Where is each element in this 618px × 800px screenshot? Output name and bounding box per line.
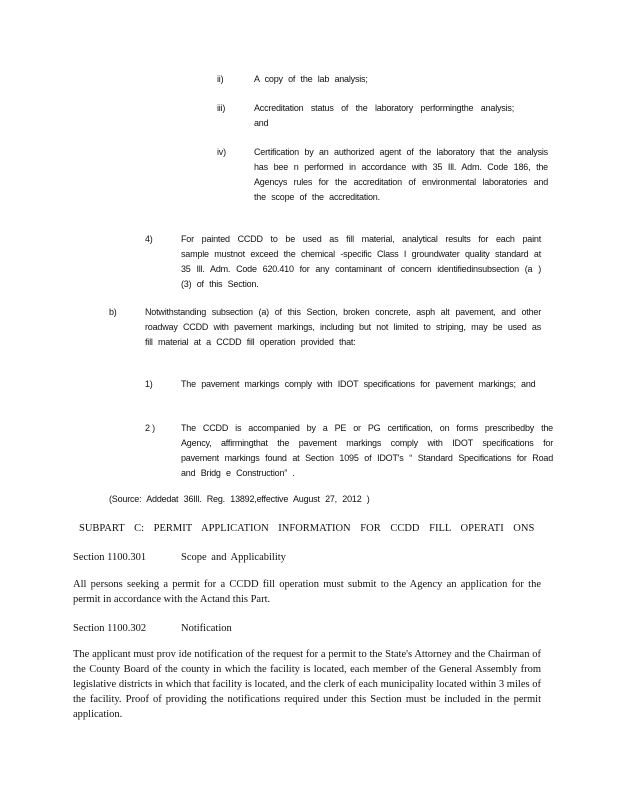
list-label: b) xyxy=(109,307,117,317)
list-item-text: Accreditation status of the laboratory performingthe analysis; and xyxy=(254,103,514,128)
list-label: iii) xyxy=(217,103,226,113)
list-label: iv) xyxy=(217,147,226,157)
list-item-text: For painted CCDD to be used as fill material, analytical results for each paint sample mustnot exceed the chemical -specific Class I groundwater quality standard at 35 Ill. Adm. Code 620.410 for any contaminant of concern identifiedinsubsection (a )(3) of this Section. xyxy=(181,234,541,289)
list-label: 1) xyxy=(145,379,153,389)
list-item-text: Notwithstanding subsection (a) of this Section, broken concrete, asph alt pavement, and other roadway CCDD with pavement markings, including but not limited to striping, may be used as fill material at a CCDD fill operation provided that: xyxy=(145,307,541,347)
section-number: Section 1100.302 xyxy=(73,623,147,634)
list-item-text: A copy of the lab analysis; xyxy=(254,74,368,84)
section-title: Scope and Applicability xyxy=(181,552,286,563)
list-item-text: Certification by an authorized agent of the laboratory that the analysis has bee n performed in accordance with 35 Ill. Adm. Code 186, the Agencys rules for the accreditation of environmental laboratories and the scope of the accreditation. xyxy=(254,147,548,202)
list-label: 2 ) xyxy=(145,423,155,433)
source-note: (Source: Addedat 36Ill. Reg. 13892,effective August 27, 2012 ) xyxy=(109,494,370,504)
list-item-text: The CCDD is accompanied by a PE or PG certification, on forms prescribedby the Agency, affirmingthat the pavement markings comply with IDOT specifications for pavement markings found at Section 1095 of IDOT's “ Standard Specifications for Road and Bridg e Construction” . xyxy=(181,423,553,478)
list-label: ii) xyxy=(217,74,224,84)
list-item-text: The pavement markings comply with IDOT specifications for pavement markings; and xyxy=(181,379,536,389)
subpart-heading: SUBPART C: PERMIT APPLICATION INFORMATION FOR CCDD FILL OPERATI ONS xyxy=(79,523,535,534)
section-body: The applicant must prov ide notification of the request for a permit to the State's Attorney and the Chairman of the County Board of the county in which the facility is located, each member of the General Assembly from legislative districts in which that facility is located, and the clerk of each municipality located within 3 miles of the facility. Proof of providing the notifications required under this Section must be included in the permit application. xyxy=(73,649,541,720)
section-number: Section 1100.301 xyxy=(73,552,147,563)
section-body: All persons seeking a permit for a CCDD fill operation must submit to the Agency an application for the permit in accordance with the Actand this Part. xyxy=(73,579,541,605)
list-label: 4) xyxy=(145,234,153,244)
section-title: Notification xyxy=(181,623,232,634)
